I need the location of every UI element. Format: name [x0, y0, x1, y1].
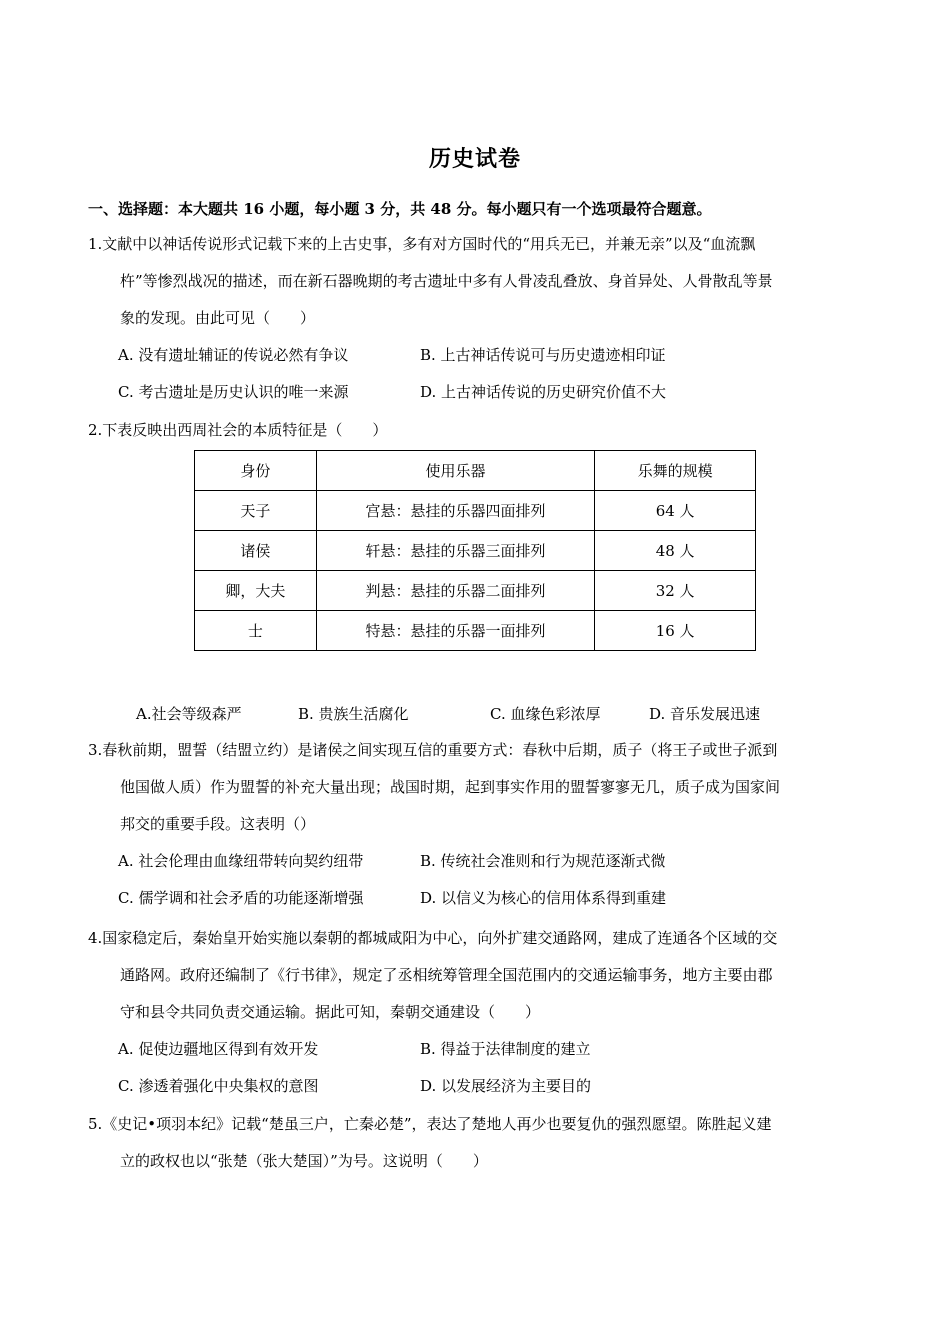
question-text-line: 立的政权也以“张楚（张大楚国）”为号。这说明（ ） — [120, 1152, 488, 1170]
question-text-line: 3.春秋前期，盟誓（结盟立约）是诸侯之间实现互信的重要方式：春秋中后期，质子（将王子或世子派到 — [88, 741, 778, 759]
table-cell: 48 人 — [595, 531, 756, 571]
table-cell: 64 人 — [595, 491, 756, 531]
table-cell: 诸侯 — [195, 531, 317, 571]
table-row — [195, 491, 756, 531]
table-row — [195, 611, 756, 651]
exam-title: 历史试卷 — [428, 146, 521, 172]
option-b[interactable]: B. 贵族生活腐化 — [298, 705, 409, 723]
question-text-line: 1.文献中以神话传说形式记载下来的上古史事，多有对方国时代的“用兵无已，并兼无亲”以及“血流飘 — [88, 235, 756, 253]
question-text-line: 4.国家稳定后，秦始皇开始实施以秦朝的都城咸阳为中心，向外扩建交通路网，建成了连通各个区域的交 — [88, 929, 778, 947]
question-text-line: 邦交的重要手段。这表明（） — [120, 815, 316, 833]
question-4-options — [118, 1031, 868, 1105]
option-a[interactable]: A. 促使边疆地区得到有效开发 — [118, 1040, 319, 1058]
option-c[interactable]: C. 考古遗址是历史认识的唯一来源 — [118, 383, 349, 401]
question-text-line: 他国做人质）作为盟誓的补充大量出现；战国时期，起到事实作用的盟誓寥寥无几，质子成为国家间 — [120, 778, 781, 796]
option-d[interactable]: D. 以信义为核心的信用体系得到重建 — [420, 889, 667, 907]
question-text-line: 5.《史记•项羽本纪》记载“楚虽三户，亡秦必楚”，表达了楚地人再少也要复仇的强烈愿望。陈胜起义建 — [88, 1115, 772, 1133]
option-c[interactable]: C. 血缘色彩浓厚 — [490, 705, 601, 723]
table-cell: 32 人 — [595, 571, 756, 611]
question-text-line: 2.下表反映出西周社会的本质特征是（ ） — [88, 421, 388, 439]
question-2-options — [136, 701, 760, 727]
question-text-line: 通路网。政府还编制了《行书律》，规定了丞相统筹管理全国范围内的交通运输事务，地方主要由郡 — [120, 966, 773, 984]
question-2 — [88, 412, 868, 449]
table-header-row — [195, 451, 756, 491]
table-header-cell: 乐舞的规模 — [595, 451, 756, 491]
question-3 — [88, 732, 868, 843]
question-3-options — [118, 843, 868, 917]
question-text-line: 杵”等惨烈战况的描述，而在新石器晚期的考古遗址中多有人骨凌乱叠放、身首异处、人骨散乱等景 — [120, 272, 773, 290]
table-cell: 轩悬：悬挂的乐器三面排列 — [316, 531, 594, 571]
option-a[interactable]: A. 社会伦理由血缘纽带转向契约纽带 — [118, 852, 364, 870]
option-d[interactable]: D. 音乐发展迅速 — [649, 705, 761, 723]
option-d[interactable]: D. 上古神话传说的历史研究价值不大 — [420, 383, 667, 401]
option-d[interactable]: D. 以发展经济为主要目的 — [420, 1077, 592, 1095]
option-c[interactable]: C. 儒学调和社会矛盾的功能逐渐增强 — [118, 889, 364, 907]
question-text-line: 象的发现。由此可见（ ） — [120, 309, 316, 327]
table-cell: 卿，大夫 — [195, 571, 317, 611]
option-b[interactable]: B. 传统社会准则和行为规范逐渐式微 — [420, 852, 666, 870]
table-cell: 判悬：悬挂的乐器二面排列 — [316, 571, 594, 611]
table-cell: 特悬：悬挂的乐器一面排列 — [316, 611, 594, 651]
table-cell: 天子 — [195, 491, 317, 531]
question-1-options — [118, 337, 868, 411]
option-c[interactable]: C. 渗透着强化中央集权的意图 — [118, 1077, 319, 1095]
table-header-cell: 身份 — [195, 451, 317, 491]
section-heading: 一、选择题：本大题共 16 小题，每小题 3 分，共 48 分。每小题只有一个选项最符合题意。 — [88, 200, 712, 218]
table-cell: 宫悬：悬挂的乐器四面排列 — [316, 491, 594, 531]
music-table — [194, 450, 756, 651]
question-1 — [88, 226, 868, 337]
table-cell: 士 — [195, 611, 317, 651]
table-cell: 16 人 — [595, 611, 756, 651]
table-header-cell: 使用乐器 — [316, 451, 594, 491]
question-4 — [88, 920, 868, 1031]
option-b[interactable]: B. 得益于法律制度的建立 — [420, 1040, 591, 1058]
table-row — [195, 571, 756, 611]
table-row — [195, 531, 756, 571]
question-text-line: 守和县令共同负责交通运输。据此可知，秦朝交通建设（ ） — [120, 1003, 541, 1021]
question-5 — [88, 1106, 868, 1180]
option-a[interactable]: A.社会等级森严 — [136, 705, 242, 723]
option-b[interactable]: B. 上古神话传说可与历史遗迹相印证 — [420, 346, 666, 364]
option-a[interactable]: A. 没有遗址辅证的传说必然有争议 — [118, 346, 349, 364]
